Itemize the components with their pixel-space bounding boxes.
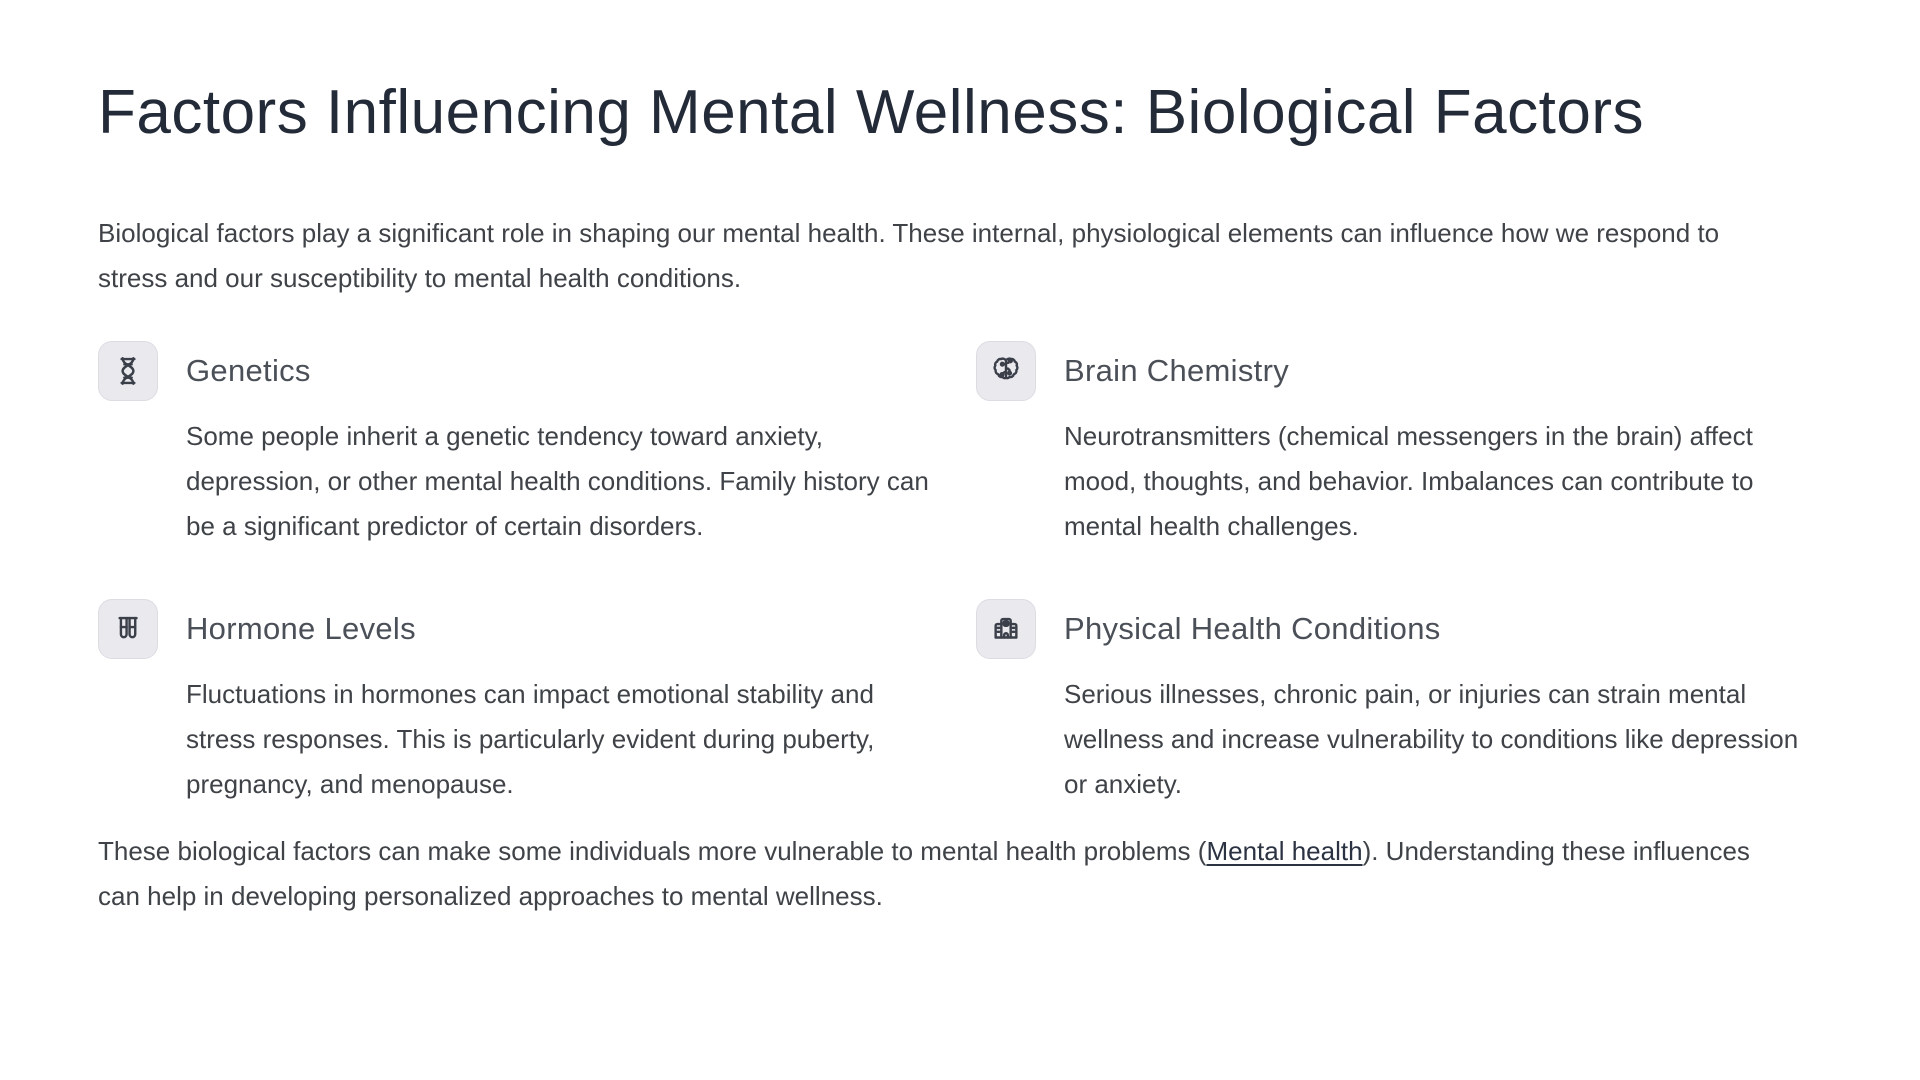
factor-card-brain-chemistry <box>976 341 1822 549</box>
brain-circuit-icon <box>976 341 1036 401</box>
card-content <box>1064 341 1822 549</box>
card-content <box>186 341 944 549</box>
intro-paragraph: Biological factors play a significant role in shaping our mental health. These internal, physiological elements can influence how we respond to stress and our susceptibility to mental health conditions. <box>98 218 1720 293</box>
card-description: Serious illnesses, chronic pain, or injuries can strain mental wellness and increase vulnerability to conditions like depression or anxiety. <box>1064 679 1799 799</box>
outro-paragraph <box>98 829 1778 919</box>
card-description: Neurotransmitters (chemical messengers in the brain) affect mood, thoughts, and behavior. Imbalances can contribute to mental health challenges. <box>1064 421 1754 541</box>
page-title: Factors Influencing Mental Wellness: Biological Factors <box>98 78 1645 147</box>
mental-health-link[interactable]: Mental health <box>1206 836 1363 866</box>
card-title: Physical Health Conditions <box>1064 611 1441 646</box>
card-description: Fluctuations in hormones can impact emotional stability and stress responses. This is particularly evident during puberty, pregnancy, and menopause. <box>186 679 875 799</box>
factor-card-hormone-levels <box>98 599 944 807</box>
card-title: Genetics <box>186 353 311 388</box>
card-content <box>186 599 944 807</box>
factor-card-physical-health <box>976 599 1822 807</box>
card-description: Some people inherit a genetic tendency toward anxiety, depression, or other mental health conditions. Family history can be a significant predictor of certain disorders. <box>186 421 929 541</box>
card-title: Hormone Levels <box>186 611 416 646</box>
card-title: Brain Chemistry <box>1064 353 1289 388</box>
factor-card-genetics <box>98 341 944 549</box>
article-page <box>0 70 1920 919</box>
card-content <box>1064 599 1822 807</box>
dna-icon <box>98 341 158 401</box>
hospital-icon <box>976 599 1036 659</box>
outro-text-after: ). Understanding these influences can help in developing personalized approaches to mental wellness. <box>98 836 1750 911</box>
factor-cards-grid <box>98 341 1822 807</box>
outro-text-before: These biological factors can make some individuals more vulnerable to mental health problems ( <box>98 836 1207 866</box>
test-tubes-icon <box>98 599 158 659</box>
